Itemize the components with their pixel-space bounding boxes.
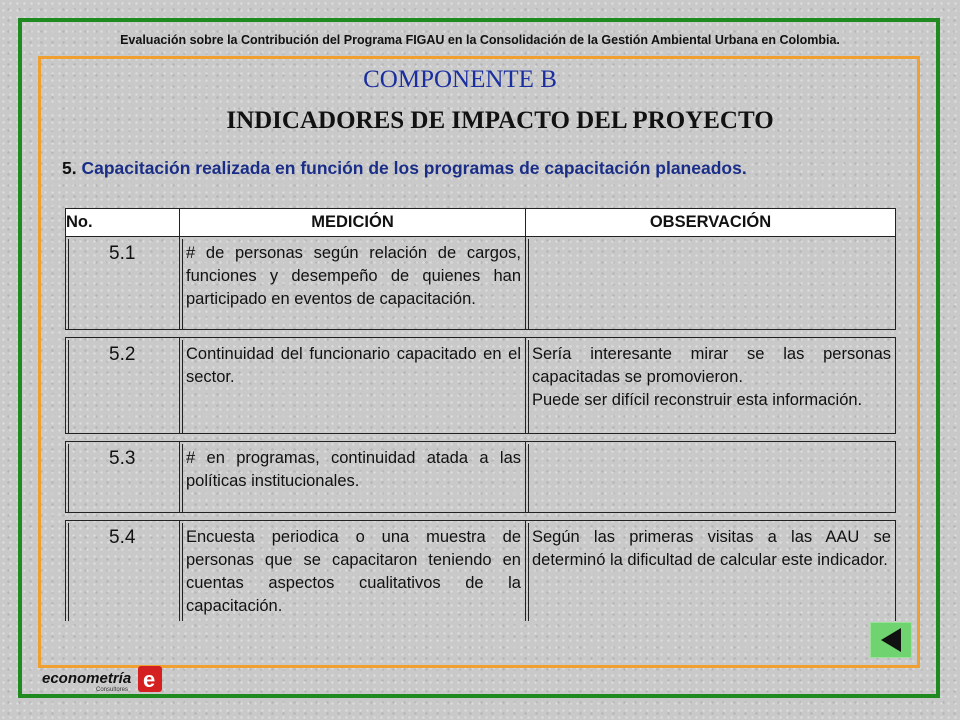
table-row [66, 521, 896, 622]
row-observacion [528, 340, 895, 433]
row-number: 5.4 [68, 523, 179, 621]
row-observacion: Según las primeras visitas a las AAU se determinó la dificultad de calcular este indicador. [528, 523, 895, 621]
row-number: 5.2 [68, 340, 179, 433]
section-subtitle [62, 158, 894, 179]
header-observacion: OBSERVACIÓN [526, 209, 896, 237]
econometria-logo [40, 665, 170, 693]
row-observacion [528, 444, 895, 512]
row-observacion-line1: Sería interesante mirar se las personas capacitadas se promovieron. [532, 345, 891, 386]
table-row [66, 338, 896, 434]
row-medicion: Encuesta periodica o una muestra de personas que se capacitaron teniendo en cuentas aspectos cualitativos de la capacitación. [182, 523, 525, 621]
triangle-left-icon [871, 623, 911, 657]
logo-subtext: Consultores [96, 687, 129, 693]
row-number: 5.1 [68, 239, 179, 329]
table-row [66, 237, 896, 330]
table-header-row [66, 209, 896, 237]
report-title: Evaluación sobre la Contribución del Programa FIGAU en la Consolidación de la Gestión Ambiental Urbana en Colombia. [120, 33, 840, 47]
indicators-table [65, 208, 896, 621]
section-text: Capacitación realizada en función de los programas de capacitación planeados. [81, 158, 747, 178]
header-medicion: MEDICIÓN [180, 209, 526, 237]
page-title: INDICADORES DE IMPACTO DEL PROYECTO [226, 107, 774, 134]
section-number: 5. [62, 158, 77, 178]
component-title: COMPONENTE B [363, 66, 557, 93]
row-medicion: Continuidad del funcionario capacitado en el sector. [182, 340, 525, 433]
row-observacion-line2: Puede ser difícil reconstruir esta información. [532, 391, 863, 409]
row-number: 5.3 [68, 444, 179, 512]
logo-e-letter: e [143, 667, 156, 692]
logo-text: econometría [42, 670, 132, 687]
row-medicion: # en programas, continuidad atada a las políticas institucionales. [182, 444, 525, 512]
row-medicion: # de personas según relación de cargos, funciones y desempeño de quienes han participado en eventos de capacitación. [182, 239, 525, 329]
back-button[interactable] [870, 622, 912, 658]
row-observacion [528, 239, 895, 329]
header-no: No. [66, 209, 180, 237]
table-row [66, 442, 896, 513]
